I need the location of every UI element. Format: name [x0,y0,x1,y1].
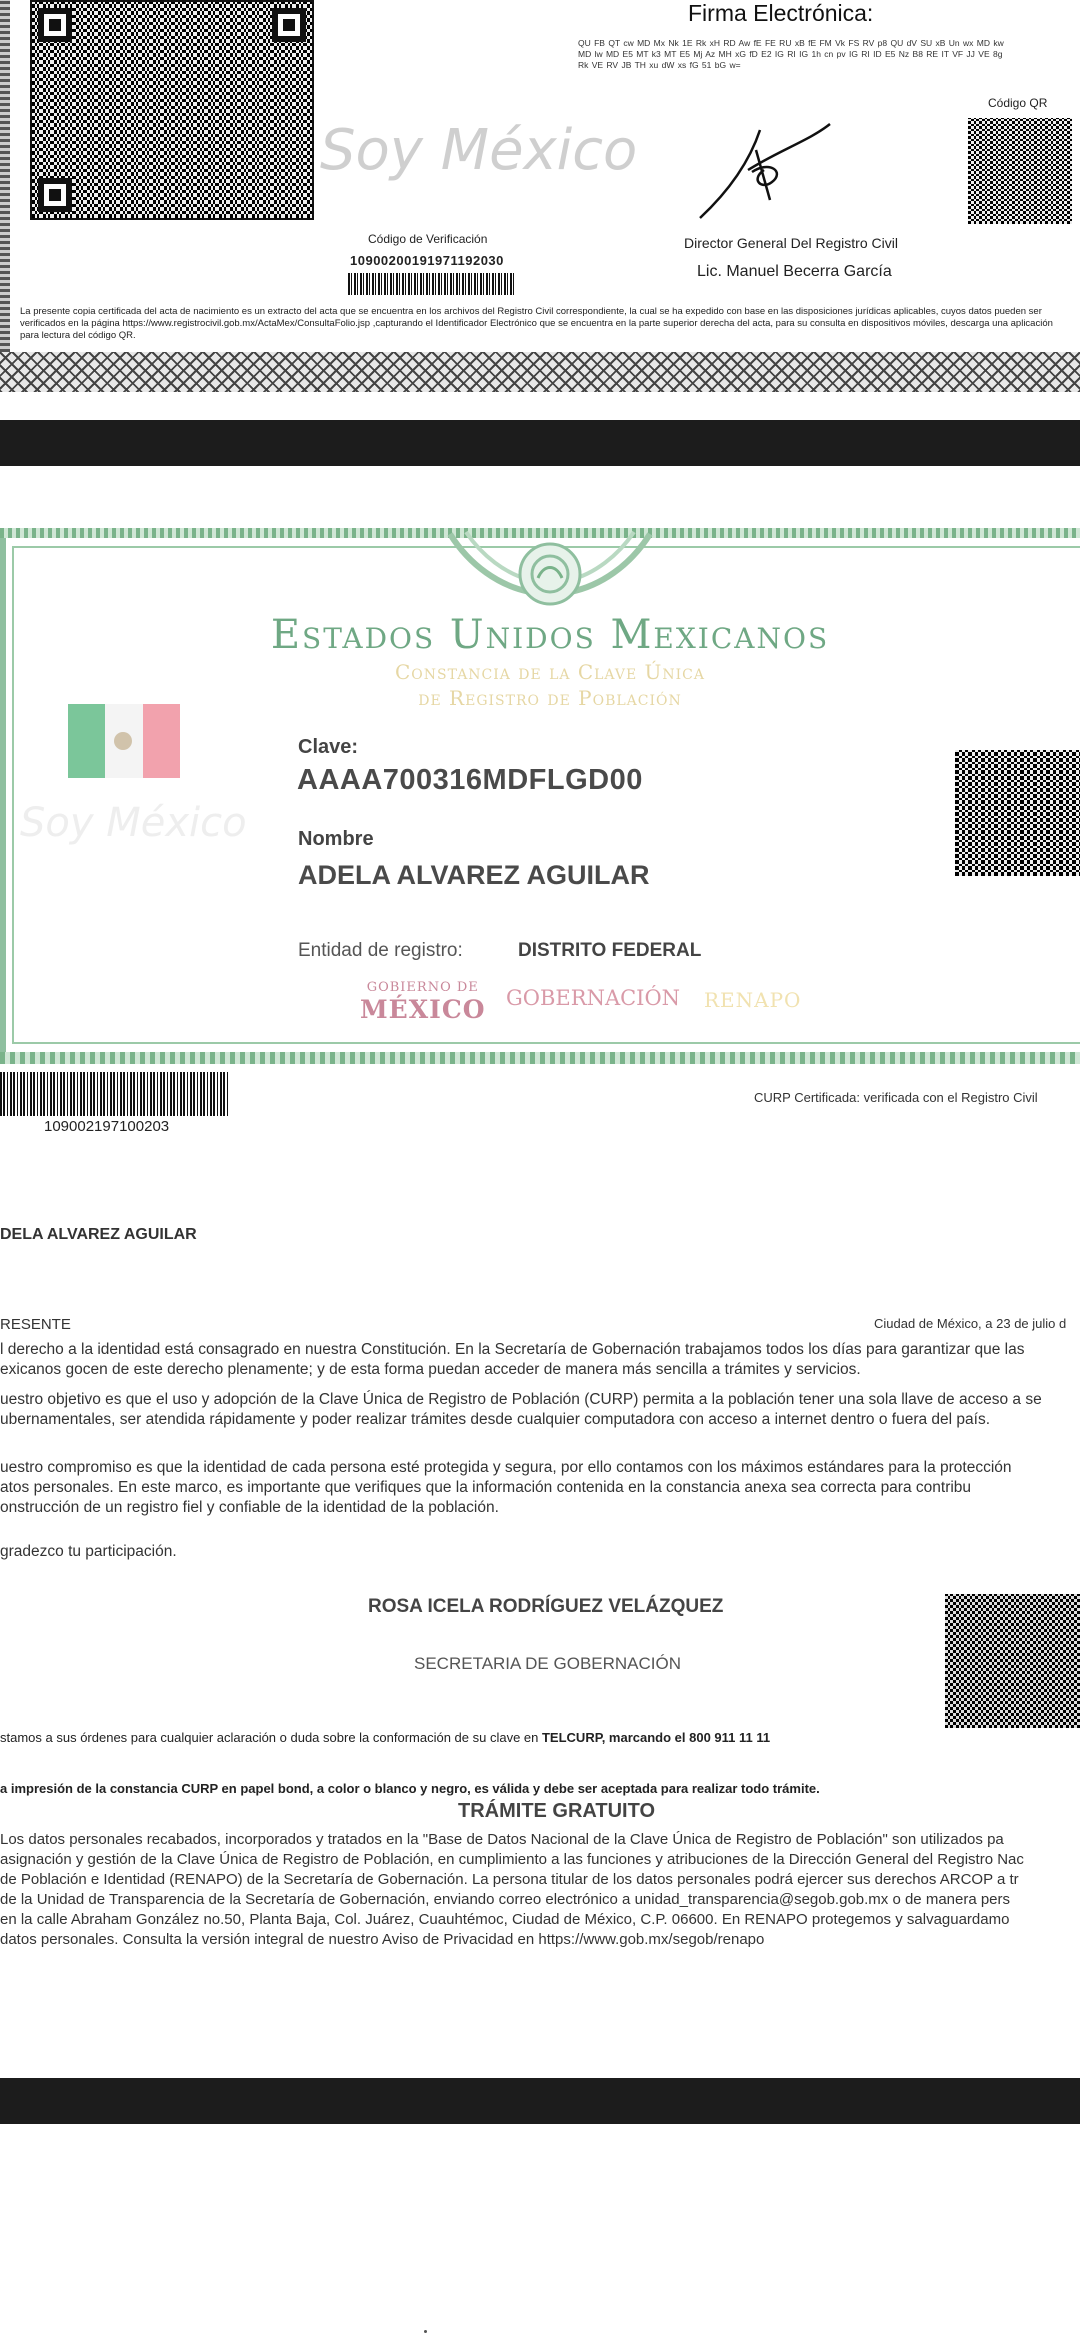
national-emblem-icon [430,526,670,608]
curp-subtitle-line-1: Constancia de la Clave Única [395,660,705,684]
logo-gob-line-2: MÉXICO [360,995,486,1024]
scan-artifact-dot [424,2330,427,2333]
privacy-line: asignación y gestión de la Clave Única de Registro de Población, en cumplimiento a las funciones y atribuciones de la Dirección General del Registro Nac [0,1851,1024,1868]
page-separator-band [0,2078,1080,2124]
entidad-registro-value: DISTRITO FEDERAL [518,940,702,961]
letter-paragraph-3 [0,1458,1080,1518]
verification-code-label: Código de Verificación [368,232,488,246]
letter-presente: RESENTE [0,1316,71,1333]
letter-paragraph-2 [0,1390,1080,1430]
paragraph-line: atos personales. En este marco, es importante que verifiques que la información contenida en la constancia anexa sea correcta para contribu [0,1479,972,1496]
nombre-value: ADELA ALVAREZ AGUILAR [298,860,650,890]
privacy-notice [0,1830,1080,1950]
page-separator-band [0,420,1080,466]
renapo-logo: RENAPO [704,988,802,1012]
qr-finder-icon [38,178,72,212]
flag-green-stripe [68,704,105,778]
curp-barcode-number: 109002197100203 [44,1118,170,1135]
curp-qr-code [955,750,1080,876]
logo-gob-line-1: GOBIERNO DE [366,980,479,995]
curp-subtitle-line-2: de Registro de Población [418,686,682,710]
letter-paragraph-4: gradezco tu participación. [0,1543,177,1560]
privacy-line: en la calle Abraham González no.50, Planta Baja, Col. Juárez, Cuauhtémoc, Ciudad de México, C.P. 06600. En RENAPO protegemos y salvaguardamo [0,1911,1010,1928]
curp-constancia-card [0,528,1080,1064]
letter-signer-name: ROSA ICELA RODRÍGUEZ VELÁZQUEZ [368,1596,724,1617]
qr-finder-icon [272,8,306,42]
electronic-signature-title: Firma Electrónica: [688,0,874,26]
nombre-label: Nombre [298,828,374,850]
entidad-registro-label: Entidad de registro: [298,940,463,961]
privacy-line: Los datos personales recabados, incorporados y tratados en la "Base de Datos Nacional de la Clave Única de Registro de Población" son utilizados pa [0,1831,1004,1848]
soy-mexico-watermark: Soy México [320,118,638,183]
paragraph-line: onstrucción de un registro fiel y confiable de la identidad de la población. [0,1499,499,1516]
qr-code-label: Código QR [988,96,1048,110]
letter-paragraph-1 [0,1340,1080,1380]
letter-signer-title: SECRETARIA DE GOBERNACIÓN [414,1654,682,1673]
curp-barcode [0,1072,228,1116]
electronic-signature-text: QU FB QT cw MD Mx Nk 1E Rk xH RD Aw fE FE RU xB fE FM Vk FS RV p8 QU dV SU xB Un wx MD kw MD lw MD E5 MT k3 MT E5 Mj Az MH xG fD E2 IG RI IG 1h cn pv IG RI ID E5 Nz B8 RE IT VF JJ VE 8g Rk VE RV JB TH xu dW xs fG 51 bG w= [578,38,1004,70]
certificate-legal-text: La presente copia certificada del acta de nacimiento es un extracto del acta que se encuentra en los archivos del Registro Civil correspondiente, la cual se ha expedido con base en las disposiciones jurídicas aplicables, cuyos datos pueden ser verificados en la página https://www.registrocivil.gob.mx/ActaMex/ConsultaFolio.jsp ,capturando el Identificador Electrónico que se encuentra en la parte superior derecha del acta, para su consulta en dispositivos móviles, descarga una aplicación para lectura del código QR. [20,306,1053,341]
certificate-small-qr-code [968,118,1072,224]
clave-value: AAAA700316MDFLGD00 [297,764,643,796]
letter-qr-code [945,1594,1080,1728]
director-title: Director General Del Registro Civil [684,235,898,251]
privacy-line: de la Unidad de Transparencia de la Secretaría de Gobernación, enviando correo electrónico a unidad_transparencia@segob.gob.mx o de manera pers [0,1891,1011,1908]
gobierno-de-mexico-logo [360,980,486,1024]
handwritten-signature-icon [690,110,840,230]
paragraph-line: ubernamentales, ser atendida rápidamente y poder realizar trámites desde cualquier computadora con acceso a internet dentro o fuera del país. [0,1411,991,1428]
birth-certificate-fragment [0,0,1080,394]
impresion-note: a impresión de la constancia CURP en papel bond, a color o blanco y negro, es válida y debe ser aceptada para realizar todo trámite. [0,1781,820,1796]
privacy-line: datos personales. Consulta la versión integral de nuestro Aviso de Privacidad en https://www.gob.mx/segob/renapo [0,1931,765,1948]
paragraph-line: uestro compromiso es que la identidad de cada persona esté protegida y segura, por ello contamos con los máximos estándares para la protección [0,1459,1012,1476]
verification-code-value: 10900200191971192030 [350,253,504,268]
paragraph-line: uestro objetivo es que el uso y adopción de la Clave Única de Registro de Población (CURP) permita a la población tener una sola llave de acceso a se [0,1391,1042,1408]
telcurp-note [0,1730,770,1745]
flag-white-stripe [105,704,142,778]
telcurp-text: stamos a sus órdenes para cualquier aclaración o duda sobre la conformación de su clave en [0,1730,542,1745]
certificate-border-left [0,0,10,352]
director-name: Lic. Manuel Becerra García [697,263,892,280]
telcurp-phone: TELCURP, marcando el 800 911 11 11 [541,1730,771,1745]
flag-red-stripe [143,704,180,778]
letter-recipient-name: DELA ALVAREZ AGUILAR [0,1226,197,1243]
privacy-line: de Población e Identidad (RENAPO) de la Secretaría de Gobernación. La persona titular de los datos personales podrá ejercer sus derechos ARCOP a tr [0,1871,1019,1888]
certificate-large-qr-code [30,0,314,220]
curp-border-pattern-bottom [0,1052,1080,1064]
gobernacion-logo: GOBERNACIÓN [506,986,681,1010]
curp-certification-note: CURP Certificada: verificada con el Registro Civil [754,1090,1038,1105]
qr-finder-icon [38,8,72,42]
curp-main-title: Estados Unidos Mexicanos [270,612,830,658]
letter-city-date: Ciudad de México, a 23 de julio d [874,1316,1067,1331]
soy-mexico-watermark: Soy México [20,800,247,846]
paragraph-line: l derecho a la identidad está consagrado en nuestra Constitución. En la Secretaría de Gobernación trabajamos todos los días para garantizar que las [0,1341,1025,1358]
paragraph-line: exicanos gocen de este derecho plenamente; y de esta forma puedan acceder de manera más sencilla a trámites y servicios. [0,1361,861,1378]
tramite-gratuito-heading: TRÁMITE GRATUITO [458,1800,656,1822]
clave-label: Clave: [298,736,359,758]
mexico-flag-icon [68,704,180,778]
verification-barcode [348,273,514,295]
certificate-border-bottom [0,352,1080,392]
